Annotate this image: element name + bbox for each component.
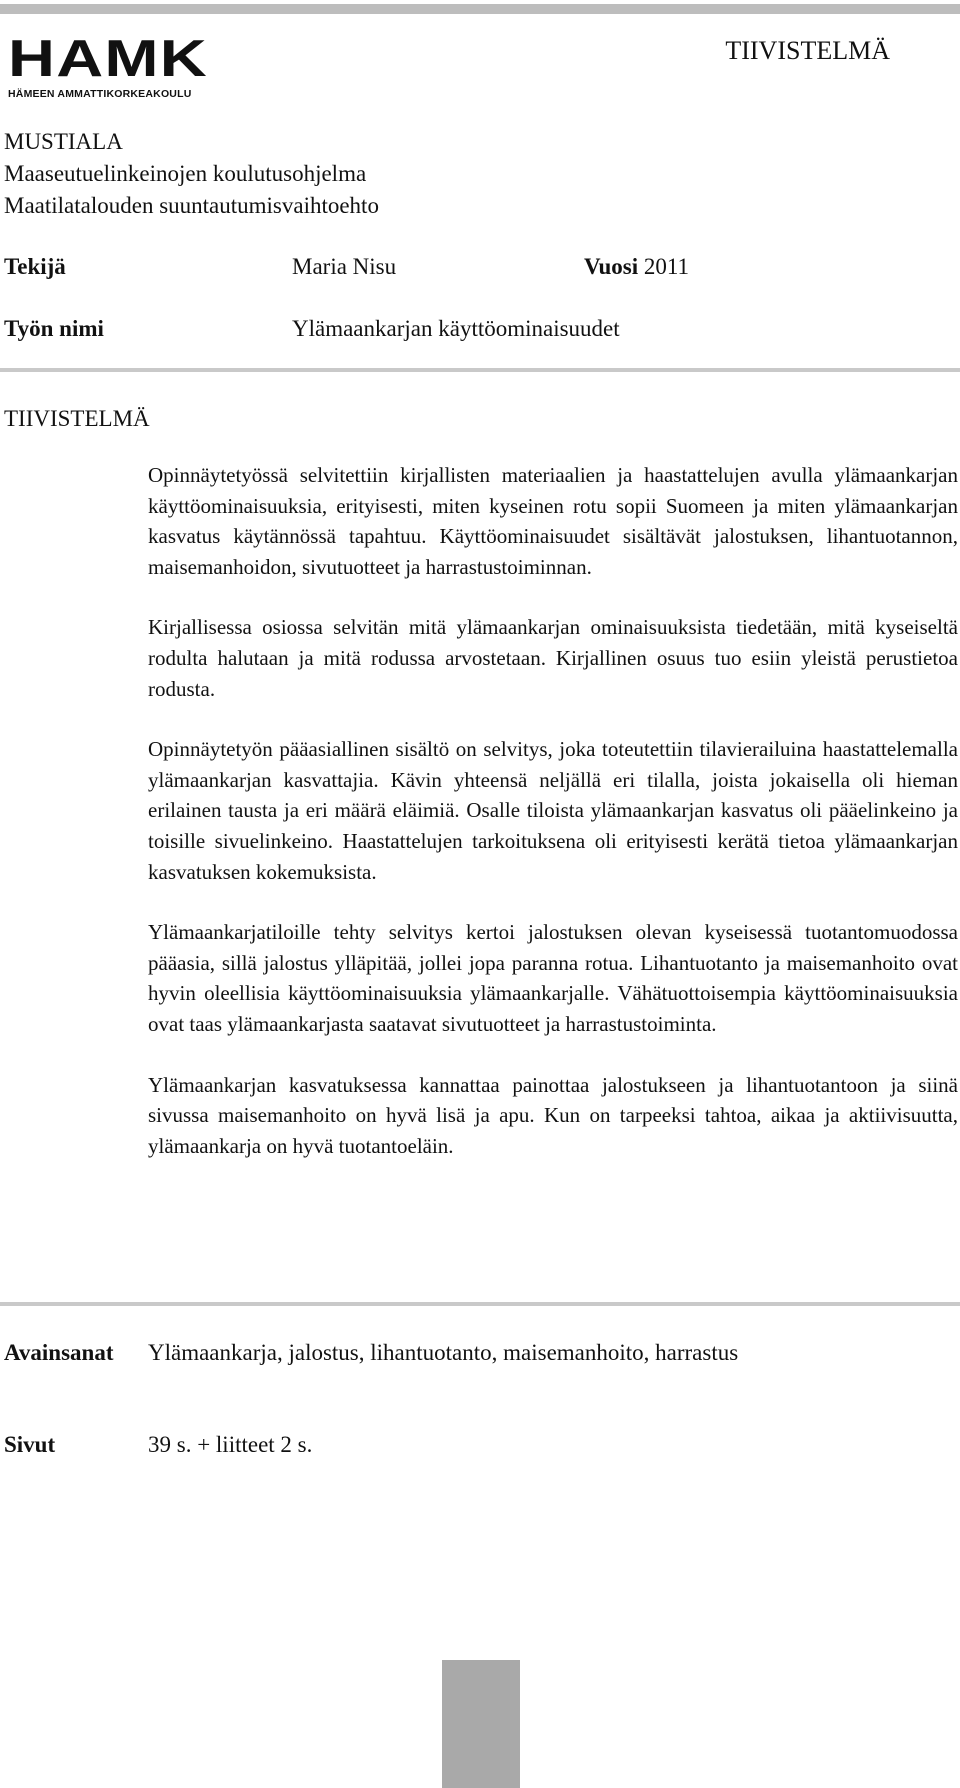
abstract-body bbox=[148, 460, 958, 1191]
top-border bbox=[0, 4, 960, 14]
abstract-heading: TIIVISTELMÄ bbox=[4, 406, 150, 431]
thesis-title: Ylämaankarjan käyttöominaisuudet bbox=[292, 316, 620, 341]
author-label: Tekijä bbox=[4, 254, 66, 279]
year-value: 2011 bbox=[643, 254, 690, 279]
page-marker bbox=[442, 1660, 520, 1788]
abstract-paragraph: Kirjallisessa osiossa selvitän mitä ylämaankarjan ominaisuuksista tiedetään, mitä kyseiseltä rodulta halutaan ja mitä rodussa arvostetaan. Kirjallinen osuus tuo esiin yleistä perustietoa rodusta. bbox=[148, 615, 958, 701]
pages-value: 39 s. + liitteet 2 s. bbox=[148, 1432, 313, 1457]
document-type: TIIVISTELMÄ bbox=[725, 36, 890, 65]
year-field bbox=[584, 254, 689, 280]
title-label: Työn nimi bbox=[4, 316, 104, 341]
year-label: Vuosi bbox=[584, 254, 639, 279]
campus-name: MUSTIALA bbox=[4, 129, 123, 154]
abstract-paragraph: Ylämaankarjan kasvatuksessa kannattaa painottaa jalostukseen ja lihantuotantoon ja siinä sivussa maisemanhoito on hyvä lisä ja apu. Kun on tarpeeksi tahtoa, aikaa ja aktiivisuutta, ylämaankarja on hyvä tuotantoeläin. bbox=[148, 1072, 958, 1158]
keywords-value: Ylämaankarja, jalostus, lihantuotanto, maisemanhoito, harrastus bbox=[148, 1340, 739, 1365]
abstract-paragraph: Opinnäytetyössä selvitettiin kirjallisten materiaalien ja haastattelujen avulla ylämaankarjan käyttöominaisuuksia, erityisesti, miten kyseinen rotu sopii Suomeen ja miten ylämaankarjan kasvatus käytännössä tapahtuu. Käyttöominaisuudet sisältävät jalostuksen, lihantuotannon, maisemanhoidon, sivutuotteet ja harrastustoiminnan. bbox=[148, 463, 958, 579]
keywords-label: Avainsanat bbox=[4, 1340, 114, 1365]
keywords-row bbox=[4, 1340, 738, 1366]
abstract-paragraph: Ylämaankarjatiloille tehty selvitys kertoi jalostuksen olevan kyseisessä tuotantomuodossa pääasia, sillä jalostus ylläpitää, jollei jopa paranna rotua. Lihantuotanto ja maisemanhoito ovat hyvin oleellisia käyttöominaisuuksia ylämaankarjalle. Vähätuottoisempia käyttöominaisuuksia ovat taas ylämaankarjasta saatavat sivutuotteet ja harrastustoiminta. bbox=[148, 920, 958, 1036]
author-name: Maria Nisu bbox=[292, 254, 397, 279]
logo-subtitle: HÄMEEN AMMATTIKORKEAKOULU bbox=[8, 88, 192, 100]
hamk-logo bbox=[8, 30, 244, 100]
specialisation-option: Maatilatalouden suuntautumisvaihtoehto bbox=[4, 193, 379, 218]
abstract-paragraph: Opinnäytetyön pääasiallinen sisältö on selvitys, joka toteutettiin tilavierailuina haastattelemalla ylämaankarjan kasvattajia. Kävin yhteensä neljällä eri tilalla, joista jokaisella oli hieman erilainen tausta ja eri määrä eläimiä. Osalle tiloista ylämaankarjan kasvatus oli pääelinkeino ja toisille sivuelinkeino. Haastattelujen tarkoituksena oli erityisesti kerätä tietoa ylämaankarjan kasvatuksen kokemuksista. bbox=[148, 737, 958, 884]
divider bbox=[0, 368, 960, 372]
logo-wordmark: HAMK bbox=[8, 30, 208, 88]
pages-row bbox=[4, 1432, 312, 1458]
divider bbox=[0, 1302, 960, 1306]
degree-programme: Maaseutuelinkeinojen koulutusohjelma bbox=[4, 161, 367, 186]
program-info bbox=[4, 126, 379, 222]
pages-label: Sivut bbox=[4, 1432, 56, 1457]
